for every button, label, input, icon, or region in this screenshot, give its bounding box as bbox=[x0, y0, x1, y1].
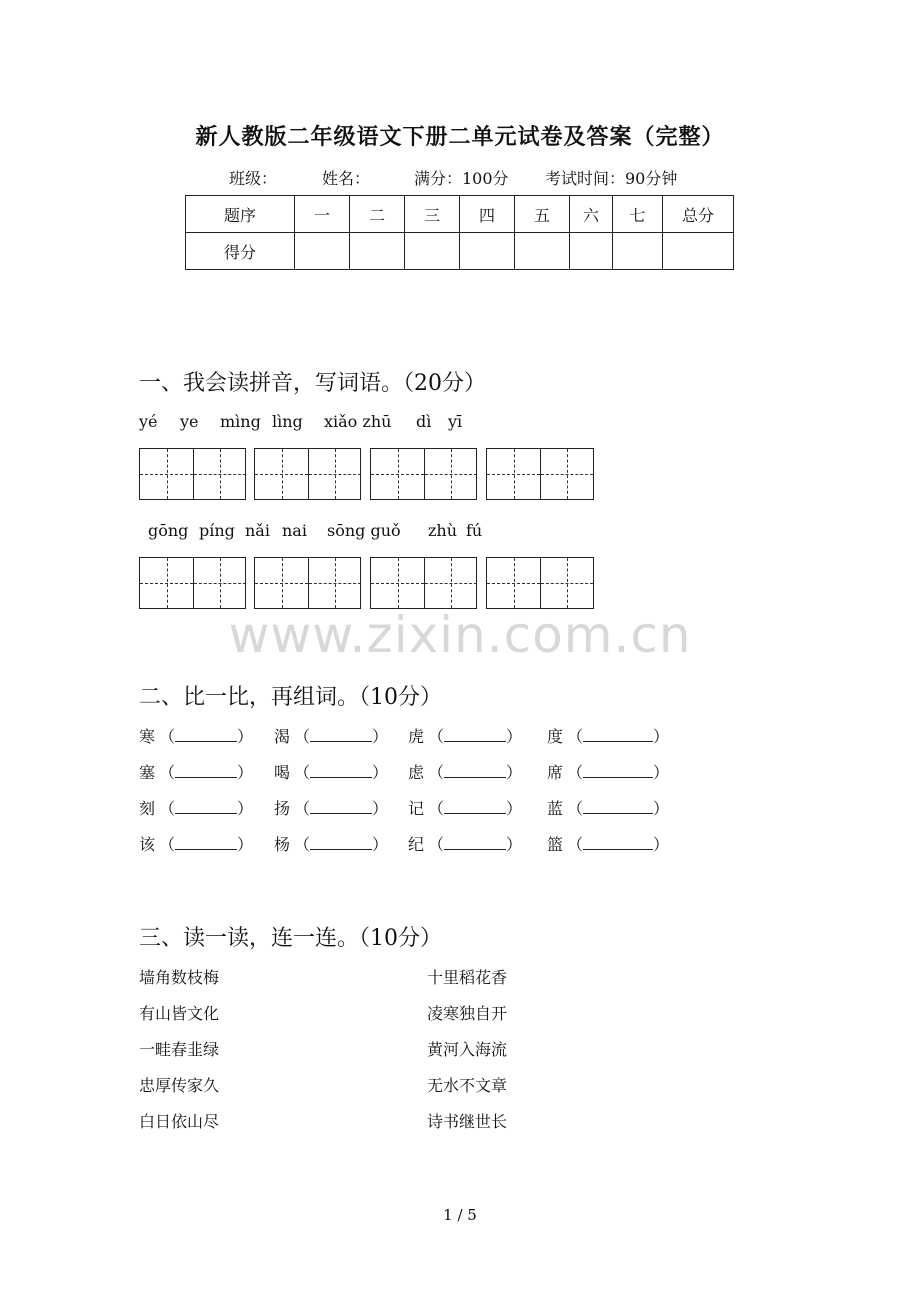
answer-blank[interactable] bbox=[444, 801, 506, 814]
section3-title: 三、读一读，连一连。（10分） bbox=[139, 926, 442, 951]
exam-time: 考试时间：90分钟 bbox=[545, 169, 678, 188]
score-table bbox=[185, 195, 734, 270]
pinyin: fú bbox=[466, 521, 483, 540]
compare-char: 虎 bbox=[408, 727, 425, 746]
close-paren: ） bbox=[237, 763, 254, 782]
compare-char: 杨 bbox=[274, 835, 291, 854]
answer-blank[interactable] bbox=[310, 729, 372, 742]
answer-blank[interactable] bbox=[444, 765, 506, 778]
score-input-cell[interactable] bbox=[405, 233, 460, 270]
writing-grid[interactable] bbox=[139, 448, 246, 500]
close-paren: ） bbox=[372, 835, 389, 854]
compare-char: 塞 bbox=[139, 763, 156, 782]
name-label: 姓名： bbox=[322, 169, 371, 188]
compare-char: 喝 bbox=[274, 763, 291, 782]
compare-char: 渴 bbox=[274, 727, 291, 746]
answer-blank[interactable] bbox=[583, 837, 653, 850]
compare-item bbox=[274, 760, 388, 783]
compare-item bbox=[547, 796, 669, 819]
compare-item bbox=[139, 796, 253, 819]
table-row bbox=[186, 233, 734, 270]
pinyin: nǎi bbox=[245, 521, 270, 540]
answer-blank[interactable] bbox=[175, 837, 237, 850]
writing-grid[interactable] bbox=[254, 448, 361, 500]
left-phrase[interactable]: 一畦春韭绿 bbox=[139, 1040, 220, 1059]
close-paren: ） bbox=[237, 835, 254, 854]
score-input-cell[interactable] bbox=[460, 233, 515, 270]
right-phrase[interactable]: 黄河入海流 bbox=[427, 1040, 508, 1059]
right-phrase[interactable]: 十里稻花香 bbox=[427, 968, 508, 987]
compare-item bbox=[408, 796, 522, 819]
pinyin: zhù bbox=[428, 521, 458, 540]
close-paren: ） bbox=[372, 763, 389, 782]
answer-blank[interactable] bbox=[583, 765, 653, 778]
close-paren: ） bbox=[506, 727, 523, 746]
compare-item bbox=[274, 724, 388, 747]
pinyin: xiǎo zhū bbox=[324, 412, 392, 431]
pinyin: dì bbox=[416, 412, 432, 431]
writing-grid[interactable] bbox=[486, 557, 594, 609]
answer-blank[interactable] bbox=[310, 837, 372, 850]
compare-item bbox=[139, 760, 253, 783]
open-paren: （ bbox=[294, 763, 311, 782]
pinyin: ye bbox=[180, 412, 199, 431]
writing-grid[interactable] bbox=[254, 557, 361, 609]
left-phrase[interactable]: 忠厚传家久 bbox=[139, 1076, 220, 1095]
close-paren: ） bbox=[653, 763, 670, 782]
right-phrase[interactable]: 凌寒独自开 bbox=[427, 1004, 508, 1023]
class-label: 班级： bbox=[229, 169, 278, 188]
answer-blank[interactable] bbox=[175, 765, 237, 778]
right-phrase[interactable]: 无水不文章 bbox=[427, 1076, 508, 1095]
compare-item bbox=[139, 724, 253, 747]
open-paren: （ bbox=[294, 799, 311, 818]
answer-blank[interactable] bbox=[310, 765, 372, 778]
pinyin: lìng bbox=[272, 412, 303, 431]
open-paren: （ bbox=[567, 727, 584, 746]
writing-grid[interactable] bbox=[486, 448, 594, 500]
left-phrase[interactable]: 白日依山尽 bbox=[139, 1112, 220, 1131]
pinyin: sōng guǒ bbox=[327, 521, 401, 540]
close-paren: ） bbox=[506, 763, 523, 782]
answer-blank[interactable] bbox=[444, 837, 506, 850]
compare-item bbox=[408, 760, 522, 783]
score-input-cell[interactable] bbox=[350, 233, 405, 270]
score-input-cell[interactable] bbox=[663, 233, 734, 270]
close-paren: ） bbox=[653, 727, 670, 746]
table-cell: 总分 bbox=[663, 196, 734, 233]
answer-blank[interactable] bbox=[583, 729, 653, 742]
open-paren: （ bbox=[294, 835, 311, 854]
compare-char: 该 bbox=[139, 835, 156, 854]
open-paren: （ bbox=[428, 799, 445, 818]
table-cell: 四 bbox=[460, 196, 515, 233]
open-paren: （ bbox=[567, 763, 584, 782]
compare-char: 蓝 bbox=[547, 799, 564, 818]
table-cell: 一 bbox=[295, 196, 350, 233]
pinyin: yī bbox=[448, 412, 463, 431]
open-paren: （ bbox=[159, 799, 176, 818]
writing-grid[interactable] bbox=[370, 448, 477, 500]
open-paren: （ bbox=[428, 763, 445, 782]
table-cell: 二 bbox=[350, 196, 405, 233]
compare-item bbox=[547, 760, 669, 783]
compare-item bbox=[547, 832, 669, 855]
writing-grid[interactable] bbox=[370, 557, 477, 609]
compare-char: 寒 bbox=[139, 727, 156, 746]
page-title: 新人教版二年级语文下册二单元试卷及答案（完整） bbox=[195, 124, 725, 150]
watermark: www.zixin.com.cn bbox=[228, 606, 692, 664]
answer-blank[interactable] bbox=[175, 801, 237, 814]
compare-char: 纪 bbox=[408, 835, 425, 854]
open-paren: （ bbox=[567, 835, 584, 854]
table-cell: 六 bbox=[570, 196, 613, 233]
section1-title: 一、我会读拼音，写词语。（20分） bbox=[139, 371, 486, 396]
compare-item bbox=[274, 832, 388, 855]
compare-item bbox=[547, 724, 669, 747]
answer-blank[interactable] bbox=[175, 729, 237, 742]
answer-blank[interactable] bbox=[444, 729, 506, 742]
close-paren: ） bbox=[653, 835, 670, 854]
right-phrase[interactable]: 诗书继世长 bbox=[427, 1112, 508, 1131]
close-paren: ） bbox=[372, 799, 389, 818]
open-paren: （ bbox=[428, 727, 445, 746]
open-paren: （ bbox=[159, 763, 176, 782]
answer-blank[interactable] bbox=[310, 801, 372, 814]
compare-char: 记 bbox=[408, 799, 425, 818]
compare-item bbox=[408, 724, 522, 747]
score-input-cell[interactable] bbox=[570, 233, 613, 270]
score-input-cell[interactable] bbox=[295, 233, 350, 270]
table-cell: 得分 bbox=[186, 233, 295, 270]
left-phrase[interactable]: 有山皆文化 bbox=[139, 1004, 220, 1023]
table-cell: 题序 bbox=[186, 196, 295, 233]
compare-char: 虑 bbox=[408, 763, 425, 782]
compare-item bbox=[139, 832, 253, 855]
section2-title: 二、比一比，再组词。（10分） bbox=[139, 685, 442, 710]
compare-item bbox=[274, 796, 388, 819]
pinyin: píng bbox=[199, 521, 235, 540]
close-paren: ） bbox=[237, 799, 254, 818]
compare-char: 篮 bbox=[547, 835, 564, 854]
pinyin: gōng bbox=[148, 521, 189, 540]
open-paren: （ bbox=[294, 727, 311, 746]
compare-char: 刻 bbox=[139, 799, 156, 818]
open-paren: （ bbox=[428, 835, 445, 854]
full-score: 满分：100分 bbox=[414, 169, 509, 188]
close-paren: ） bbox=[506, 835, 523, 854]
table-row bbox=[186, 196, 734, 233]
open-paren: （ bbox=[159, 727, 176, 746]
score-input-cell[interactable] bbox=[515, 233, 570, 270]
table-cell: 五 bbox=[515, 196, 570, 233]
close-paren: ） bbox=[653, 799, 670, 818]
table-cell: 三 bbox=[405, 196, 460, 233]
writing-grid[interactable] bbox=[139, 557, 246, 609]
score-input-cell[interactable] bbox=[613, 233, 663, 270]
pinyin: nai bbox=[282, 521, 307, 540]
left-phrase[interactable]: 墙角数枝梅 bbox=[139, 968, 220, 987]
close-paren: ） bbox=[506, 799, 523, 818]
compare-char: 席 bbox=[547, 763, 564, 782]
answer-blank[interactable] bbox=[583, 801, 653, 814]
table-cell: 七 bbox=[613, 196, 663, 233]
pinyin: yé bbox=[139, 412, 158, 431]
page-number: 1 / 5 bbox=[443, 1206, 477, 1224]
open-paren: （ bbox=[567, 799, 584, 818]
compare-char: 度 bbox=[547, 727, 564, 746]
pinyin: mìng bbox=[220, 412, 261, 431]
open-paren: （ bbox=[159, 835, 176, 854]
compare-item bbox=[408, 832, 522, 855]
close-paren: ） bbox=[237, 727, 254, 746]
compare-char: 扬 bbox=[274, 799, 291, 818]
close-paren: ） bbox=[372, 727, 389, 746]
